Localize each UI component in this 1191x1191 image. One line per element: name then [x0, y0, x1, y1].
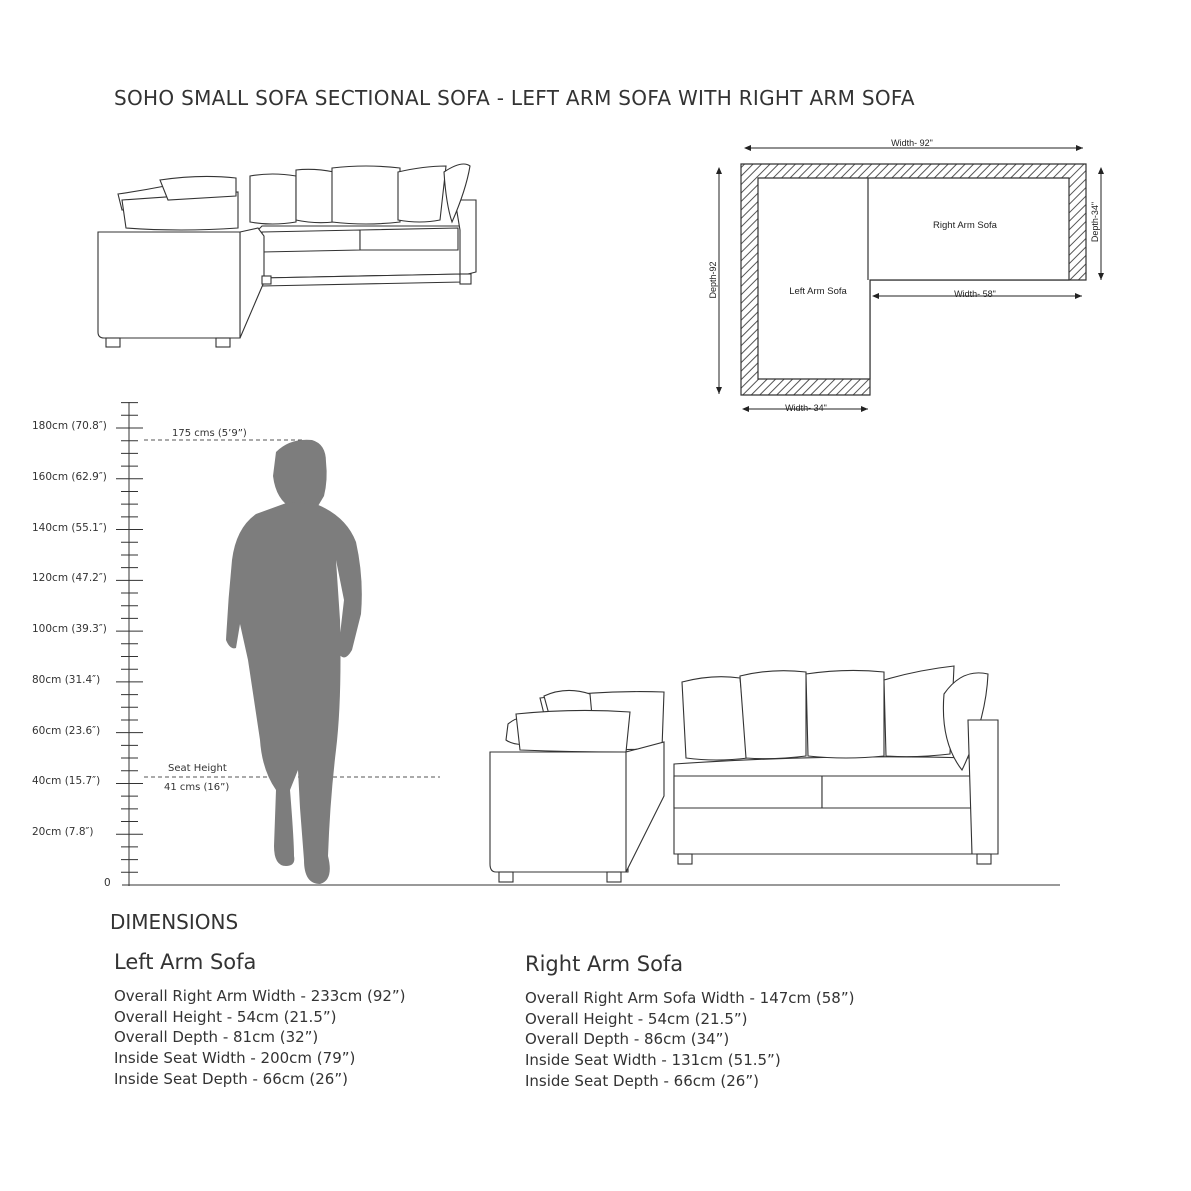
plan-width-34: Width- 34": [785, 403, 827, 413]
plan-left-arm-label: Left Arm Sofa: [789, 286, 847, 297]
left-arm-sofa-title: Left Arm Sofa: [114, 950, 257, 974]
plan-depth-left: Depth-92: [708, 261, 718, 299]
scale-label: 0: [104, 877, 111, 889]
dimension-line: Inside Seat Depth - 66cm (26”): [525, 1071, 759, 1090]
scale-label: 40cm (15.7″): [32, 775, 101, 788]
plan-depth-right: Depth-34": [1090, 201, 1100, 243]
seat-height-value: 41 cms (16”): [164, 782, 230, 793]
page-title: SOHO SMALL SOFA SECTIONAL SOFA - LEFT ARM SOFA WITH RIGHT ARM SOFA: [114, 86, 915, 110]
scale-label: 100cm (39.3″): [32, 623, 107, 636]
plan-width-58: Width- 58": [954, 289, 996, 299]
dimension-line: Overall Depth - 86cm (34”): [525, 1030, 730, 1049]
right-arm-sofa-side-view: [674, 666, 998, 864]
scale-label: 180cm (70.8″): [32, 420, 107, 432]
scale-label: 140cm (55.1″): [32, 521, 107, 534]
scale-label: 20cm (7.8″): [32, 826, 94, 839]
scale-label: 160cm (62.9″): [32, 470, 107, 483]
left-arm-sofa-side-view: [490, 690, 664, 882]
dimension-line: Overall Height - 54cm (21.5”): [114, 1007, 337, 1026]
scale-label: 80cm (31.4″): [32, 673, 101, 686]
dimension-line: Overall Right Arm Width - 233cm (92”): [114, 987, 406, 1005]
dimension-line: Overall Right Arm Sofa Width - 147cm (58”): [525, 989, 855, 1007]
scale-label: 120cm (47.2″): [32, 572, 107, 585]
left-arm-sofa-dimensions: [114, 950, 406, 1090]
dimension-line: Overall Height - 54cm (21.5”): [525, 1009, 748, 1028]
dimension-line: Inside Seat Depth - 66cm (26”): [114, 1069, 348, 1088]
plan-view: [708, 138, 1101, 413]
right-arm-sofa-dimensions: [525, 952, 854, 1092]
person-height-note: 175 cms (5’9”): [172, 428, 247, 439]
plan-width-top: Width- 92": [891, 138, 933, 148]
dimension-line: Overall Depth - 81cm (32”): [114, 1028, 319, 1047]
scale-label: 60cm (23.6″): [32, 724, 101, 737]
dimension-line: Inside Seat Width - 131cm (51.5”): [525, 1051, 781, 1070]
dimension-line: Inside Seat Width - 200cm (79”): [114, 1049, 356, 1068]
seat-height-label: Seat Height: [168, 763, 227, 774]
sectional-perspective-drawing: [98, 164, 476, 347]
dimensions-heading: DIMENSIONS: [110, 910, 239, 934]
person-silhouette: [226, 440, 362, 884]
plan-right-arm-label: Right Arm Sofa: [933, 220, 997, 231]
right-arm-sofa-title: Right Arm Sofa: [525, 952, 684, 976]
